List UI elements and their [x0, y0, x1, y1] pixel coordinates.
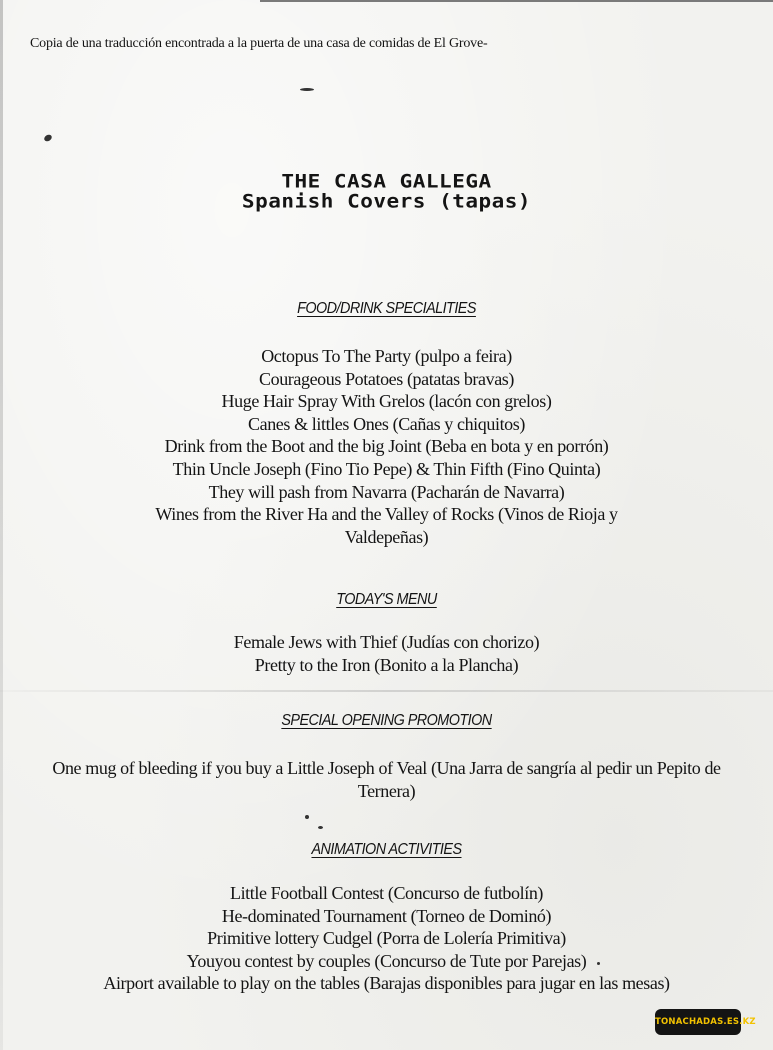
ink-speck [300, 88, 314, 91]
list-item: Huge Hair Spray With Grelos (lacón con grelos) [221, 391, 552, 412]
list-item: Youyou contest by couples (Concurso de Tute por Parejas) [186, 950, 587, 971]
list-item: Courageous Potatoes (patatas bravas) [258, 368, 515, 389]
list-item: Canes & littles Ones (Cañas y chiquitos) [248, 413, 525, 434]
paper-top-edge [260, 0, 773, 2]
animation-list [0, 882, 773, 995]
site-watermark: TONACHADAS.ES.KZ [655, 1009, 741, 1035]
todays-menu-list [0, 631, 773, 676]
food-drink-heading: FOOD/DRINK SPECIALITIES [297, 300, 476, 317]
list-item: Little Football Contest (Concurso de futbolín) [229, 883, 544, 903]
ink-speck [305, 815, 309, 819]
intro-note: Copia de una traducción encontrada a la puerta de una casa de comidas de El Grove- [30, 36, 488, 51]
list-item: They will pash from Navarra (Pacharán de Navarra) [208, 481, 565, 502]
todays-menu-heading: TODAY'S MENU [336, 591, 437, 608]
restaurant-title: THE CASA GALLEGA [281, 170, 492, 192]
list-item: Drink from the Boot and the big Joint (Beba en bota y en porrón) [164, 436, 609, 457]
list-item: Octopus To The Party (pulpo a feira) [261, 346, 512, 366]
promotion-heading: SPECIAL OPENING PROMOTION [281, 712, 492, 729]
promotion-text: One mug of bleeding if you buy a Little Joseph of Veal (Una Jarra de sangría al pedir un Pepito de Ternera) [52, 758, 721, 801]
restaurant-subtitle: Spanish Covers (tapas) [241, 190, 532, 212]
list-item: Thin Uncle Joseph (Fino Tio Pepe) & Thin Fifth (Fino Quinta) [172, 458, 601, 479]
list-item: Primitive lottery Cudgel (Porra de Lolería Primitiva) [207, 928, 566, 949]
paper-fold-line [0, 690, 773, 692]
list-item: Airport available to play on the tables (Barajas disponibles para jugar en las mesas) [103, 973, 670, 994]
animation-heading: ANIMATION ACTIVITIES [311, 841, 462, 858]
list-item: Pretty to the Iron (Bonito a la Plancha) [254, 654, 519, 675]
ink-speck [318, 826, 323, 829]
list-item: He-dominated Tournament (Torneo de Dominó) [221, 905, 552, 926]
list-item: Female Jews with Thief (Judías con chorizo) [233, 632, 540, 652]
list-item-wines: Wines from the River Ha and the Valley of Rocks (Vinos de Rioja y Valdepeñas) [155, 504, 618, 547]
food-drink-list [0, 345, 773, 503]
